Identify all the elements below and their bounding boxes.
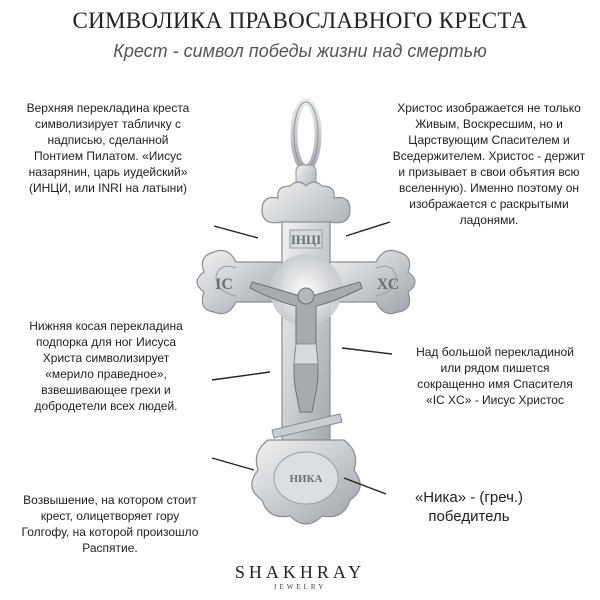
cross-top-plaque-inscription: ІНЦІ bbox=[290, 232, 322, 247]
page-subtitle: Крест - символ победы жизни над смертью bbox=[113, 41, 487, 61]
pointer-line-bottom-right bbox=[344, 478, 386, 494]
pointer-line-middle-left bbox=[212, 372, 270, 380]
note-bottom-right: «Ника» - (греч.) победитель bbox=[414, 489, 524, 525]
cross-left-inscription: ІС bbox=[215, 276, 233, 293]
cross-right-inscription: ХС bbox=[376, 276, 400, 293]
note-bottom-left: Возвышение, на котором стоит крест, олицетворяет гору Голгофу, на которой произошло Распятие. bbox=[21, 493, 199, 555]
pointer-line-middle-right bbox=[342, 348, 392, 354]
note-top-left: Верхняя перекладина креста символизирует табличку с надписью, сделанной Понтием Пилатом. «Иисус назарянин, царь иудейский» (ИНЦИ, или INRI на латыни) bbox=[26, 101, 190, 195]
brand-logo: SHAKHRAY bbox=[234, 562, 366, 582]
brand-tagline: JEWELRY bbox=[273, 583, 327, 591]
note-middle-left: Нижняя косая перекладина подпорка для ног Иисуса Христа символизирует «мерило праведное», взвешивающее грехи и добродетели всех людей. bbox=[29, 319, 183, 413]
page-title: СИМВОЛИКА ПРАВОСЛАВНОГО КРЕСТА bbox=[72, 8, 528, 33]
pointer-line-top-left bbox=[214, 226, 258, 238]
note-middle-right: Над большой перекладиной или рядом пишется сокращенно имя Спасителя «IC XC» - Иисус Христос bbox=[416, 345, 574, 407]
note-top-right: Христос изображается не только Живым, Воскресшим, но и Царствующим Спасителем и Вседержителем. Христос - держит и призывает в свои объятия всю вселенную). Именно поэтому он изображается с раскрытыми ладонями. bbox=[392, 101, 586, 227]
cross-bottom-inscription: НИКА bbox=[289, 473, 323, 485]
pointer-line-bottom-left bbox=[212, 458, 254, 470]
